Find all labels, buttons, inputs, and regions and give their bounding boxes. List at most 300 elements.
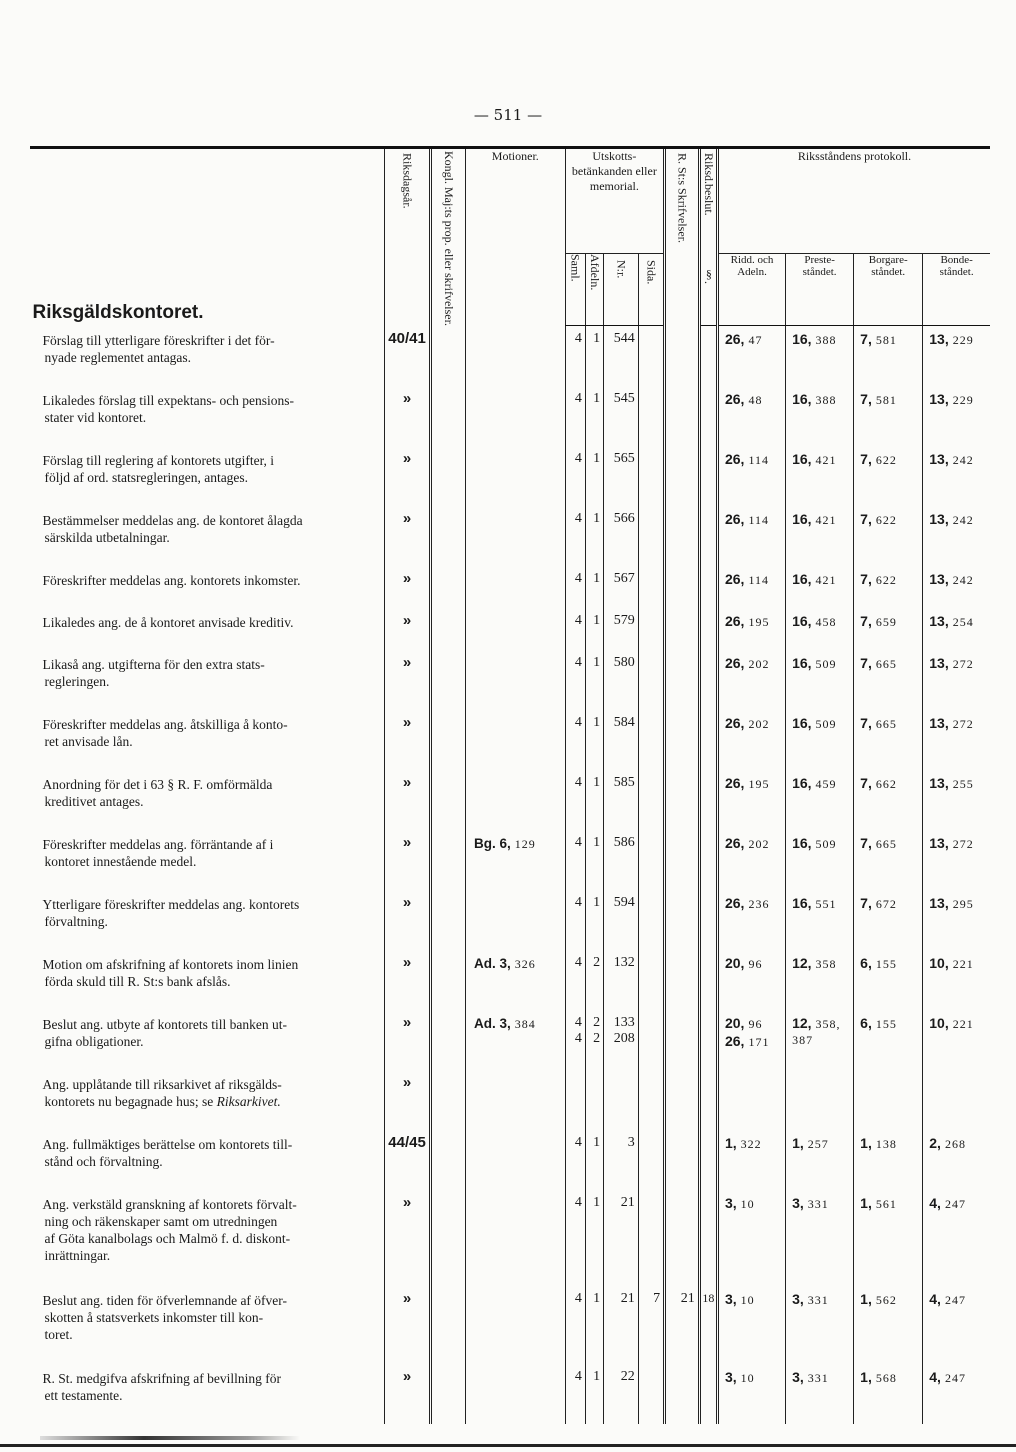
table-row [31,650,991,710]
entry-year [384,830,431,890]
entry-motion [465,1286,565,1364]
cell-afd: 1 [593,1290,601,1306]
cell-bond-v: 4, [929,1368,941,1385]
cell-ridd-v: 20, [724,954,745,971]
cell-saml: 4 [574,1368,582,1384]
cell-borg-v: 7, [860,714,872,731]
entry-afdeln [585,1286,603,1364]
entry-description [31,1010,385,1070]
cell-ridd-p2: 171 [748,1034,770,1049]
cell-prest-p: 509 [815,836,837,851]
entry-sida [638,950,664,1010]
cell-rst: 21 [680,1290,695,1306]
entry-saml [565,608,585,650]
entry-rst-nr [665,566,700,608]
prop-column-header: Kongl. Maj:ts prop. eller skrifvelser. [431,149,466,326]
bottom-rule [0,1444,1016,1447]
entry-sida [638,1070,664,1130]
table-body [31,326,991,1424]
cell-year: » [402,1013,412,1031]
rst-column-header: R. St:s Skrifvelser. [665,149,700,326]
entry-afdeln [585,950,603,1010]
cell-bond-v: 13, [929,510,949,527]
entry-preste [786,1070,854,1130]
entry-rst-nr [665,650,700,710]
cell-desc2: ning och räkenskaper samt om utredningen [44,1213,278,1229]
table-row [31,1010,991,1070]
cell-desc2: gifna obligationer. [44,1033,144,1049]
cell-bond-v: 13, [929,331,949,348]
table-row [31,1190,991,1286]
cell-year: » [402,893,412,911]
cell-prest-p: 388 [815,333,837,348]
entry-motion [465,566,565,608]
cell-mot-pg: 384 [514,1016,536,1031]
cell-bond-p: 247 [944,1196,966,1211]
entry-description [31,446,385,506]
entry-year [384,566,431,608]
register-table [30,146,990,1424]
cell-ridd-p: 114 [748,572,769,587]
cell-afd: 1 [593,331,601,347]
entry-prop [431,1010,466,1070]
entry-saml [565,890,585,950]
entry-saml [565,650,585,710]
entry-sida [638,1130,664,1190]
entry-borgare [854,1286,923,1364]
cell-afd: 1 [593,714,601,730]
entry-ridd [717,1070,785,1130]
cell-saml: 4 [574,1134,582,1150]
cell-saml: 4 [574,954,582,970]
entry-rst-nr [665,1286,700,1364]
cell-desc2: särskilda utbetalningar. [44,529,170,545]
entry-bonde [923,506,990,566]
cell-bond-p: 272 [952,716,974,731]
entry-rst-nr [665,710,700,770]
entry-saml [565,1364,585,1424]
entry-paragraf [699,950,717,1010]
cell-afd: 1 [593,834,601,850]
entry-rst-nr [665,608,700,650]
cell-prest-v: 1, [792,1134,804,1151]
utskott-column-header: Utskotts- betänkanden eller memorial. [565,149,665,253]
entry-year [384,1070,431,1130]
cell-nr: 544 [613,331,635,347]
entry-description [31,386,385,446]
entry-nr [604,710,639,770]
cell-saml: 4 [574,1290,582,1306]
entry-motion [465,830,565,890]
cell-borg-p: 665 [875,716,897,731]
cell-nr: 132 [613,954,635,970]
entry-paragraf [699,770,717,830]
entry-year [384,950,431,1010]
cell-desc1: Likaledes förslag till expektans- och pensions- [42,392,295,408]
cell-prest-v: 3, [792,1290,804,1307]
cell-prest-p: 458 [815,614,837,629]
entry-preste [786,566,854,608]
cell-prest-p: 388 [815,392,837,407]
cell-prest-v: 3, [792,1368,804,1385]
motioner-column-header: Motioner. [465,149,565,326]
cell-mot-vol: Ad. 3, [473,1015,511,1031]
entry-sida [638,446,664,506]
entry-ridd [717,386,785,446]
cell-bond-p: 272 [952,836,974,851]
entry-sida [638,506,664,566]
entry-motion [465,890,565,950]
entry-description [31,608,385,650]
cell-ridd-p: 202 [748,656,770,671]
cell-borg-p: 665 [875,836,897,851]
entry-ridd [717,1364,785,1424]
entry-saml [565,1010,585,1070]
entry-ridd [717,710,785,770]
cell-ridd-p: 10 [740,1196,755,1211]
entry-borgare [854,830,923,890]
nr-subheader: N:r. [604,253,639,326]
cell-borg-p: 155 [875,956,897,971]
entry-bonde [923,1364,990,1424]
cell-saml: 4 [574,450,582,466]
entry-borgare [854,770,923,830]
entry-rst-nr [665,1130,700,1190]
entry-borgare [854,1010,923,1070]
entry-sida [638,1364,664,1424]
entry-rst-nr [665,1010,700,1070]
cell-borg-v: 7, [860,654,872,671]
cell-desc2: ret anvisade lån. [44,733,133,749]
entry-nr [604,446,639,506]
entry-bonde [923,890,990,950]
entry-year [384,1010,431,1070]
cell-afd: 1 [593,1368,601,1384]
cell-bond-v: 13, [929,612,949,629]
entry-nr [604,770,639,830]
cell-prest-v: 16, [792,331,812,348]
cell-nr: 545 [613,390,635,406]
cell-mot-pg: 129 [514,836,536,851]
cell-borg-p: 561 [875,1196,897,1211]
cell-bond-v: 4, [929,1290,941,1307]
entry-bonde [923,1070,990,1130]
entry-nr [604,1190,639,1286]
cell-prest-p: 421 [815,572,837,587]
cell-ridd-p: 195 [748,614,770,629]
entry-preste [786,650,854,710]
cell-desc3: af Göta kanalbolags och Malmö f. d. diskont- [44,1230,291,1246]
cell-saml: 4 [574,654,582,670]
entry-description [31,1286,385,1364]
cell-afd: 1 [593,894,601,910]
entry-bonde [923,1010,990,1070]
entry-ridd [717,1190,785,1286]
cell-desc1: R. St. medgifva afskrifning af bevillning för [42,1370,281,1386]
cell-prest-v: 16, [792,612,812,629]
entry-year [384,890,431,950]
entry-bonde [923,1286,990,1364]
cell-saml2: 4 [574,1030,582,1046]
entry-preste [786,710,854,770]
entry-motion [465,506,565,566]
entry-ridd [717,506,785,566]
entry-prop [431,830,466,890]
cell-afd: 1 [593,654,601,670]
bonde-subheader: Bonde- ståndet. [923,253,990,326]
cell-borg-v: 7, [860,834,872,851]
entry-borgare [854,446,923,506]
entry-nr [604,1130,639,1190]
cell-borg-v: 7, [860,774,872,791]
entry-nr [604,1286,639,1364]
entry-paragraf [699,1010,717,1070]
entry-saml [565,386,585,446]
entry-rst-nr [665,386,700,446]
table-row [31,1364,991,1424]
cell-borg-v: 1, [860,1368,872,1385]
entry-prop [431,446,466,506]
cell-borg-p: 662 [875,776,897,791]
entry-afdeln [585,506,603,566]
cell-prest-p: 459 [815,776,837,791]
cell-desc2: skotten å statsverkets inkomster till kon- [44,1309,264,1325]
entry-prop [431,710,466,770]
cell-year: 40/41 [388,329,426,347]
cell-ridd-v: 26, [724,774,745,791]
cell-borg-v: 7, [860,390,872,407]
beslut-column-header: Riksd.beslut. [699,149,717,253]
page-number: — 511 — [473,106,543,124]
entry-saml [565,326,585,386]
cell-ridd-v: 26, [724,450,745,467]
cell-desc1: Motion om afskrifning af kontorets inom linien [42,956,299,972]
cell-ridd-v: 3, [724,1368,737,1385]
entry-year [384,506,431,566]
entry-prop [431,650,466,710]
entry-motion [465,386,565,446]
cell-bond-p: 242 [952,512,974,527]
entry-afdeln [585,770,603,830]
cell-prest-p: 509 [815,656,837,671]
cell-desc1: Beslut ang. tiden för öfverlemnande af öfver- [42,1292,288,1308]
entry-sida [638,710,664,770]
borgare-subheader: Borgare- ståndet. [854,253,923,326]
cell-borg-v: 6, [860,1014,872,1031]
cell-bond-p: 255 [952,776,974,791]
entry-preste [786,770,854,830]
cell-saml: 4 [574,390,582,406]
entry-borgare [854,1190,923,1286]
cell-mot-pg: 326 [514,956,536,971]
entry-prop [431,770,466,830]
cell-ridd-v: 3, [724,1194,737,1211]
cell-bond-p: 268 [944,1136,966,1151]
entry-rst-nr [665,770,700,830]
cell-nr: 566 [613,510,635,526]
entry-paragraf [699,1286,717,1364]
cell-prest-v: 16, [792,894,812,911]
cell-desc1: Ytterligare föreskrifter meddelas ang. kontorets [42,896,300,912]
entry-sida [638,1190,664,1286]
entry-nr [604,608,639,650]
entry-rst-nr [665,830,700,890]
cell-desc2: kontoret innestående medel. [44,853,197,869]
cell-year: » [402,953,412,971]
cell-prest-v: 12, [792,954,812,971]
cell-afd: 1 [593,1134,601,1150]
cell-ridd-p: 236 [748,896,770,911]
entry-description [31,566,385,608]
entry-bonde [923,386,990,446]
cell-borg-v: 7, [860,570,872,587]
entry-preste [786,446,854,506]
cell-ridd-v: 26, [724,570,745,587]
entry-ridd [717,608,785,650]
cell-mot-vol: Bg. 6, [473,835,511,851]
cell-prest-p: 331 [807,1370,829,1385]
entry-sida [638,608,664,650]
afdeln-subheader: Afdeln. [585,253,603,326]
cell-desc2: förda skuld till R. St:s bank afslås. [44,973,231,989]
entry-motion [465,710,565,770]
cell-desc1: Ang. verkstäld granskning af kontorets förvalt- [42,1196,297,1212]
entry-borgare [854,566,923,608]
entry-paragraf [699,1190,717,1286]
entry-saml [565,446,585,506]
cell-ridd-v: 26, [724,612,745,629]
entry-afdeln [585,566,603,608]
entry-borgare [854,1130,923,1190]
cell-prest-p: 551 [815,896,837,911]
cell-desc2: ett testamente. [44,1387,123,1403]
entry-paragraf [699,710,717,770]
cell-prest-p: 331 [807,1292,829,1307]
cell-bond-v: 10, [929,1014,949,1031]
cell-bond-p: 247 [944,1292,966,1307]
entry-nr [604,1070,639,1130]
cell-prest-v: 16, [792,510,812,527]
cell-desc1: Föreskrifter meddelas ang. kontorets inkomster. [42,572,301,588]
entry-borgare [854,386,923,446]
entry-description [31,650,385,710]
entry-saml [565,1190,585,1286]
entry-prop [431,950,466,1010]
entry-ridd [717,950,785,1010]
entry-bonde [923,608,990,650]
entry-year [384,710,431,770]
entry-afdeln [585,710,603,770]
entry-afdeln [585,1130,603,1190]
cell-prest-p: 421 [815,512,837,527]
entry-description [31,1070,385,1130]
cell-ridd-v: 26, [724,714,745,731]
entry-afdeln [585,1190,603,1286]
entry-year [384,608,431,650]
cell-ridd-v: 26, [724,510,745,527]
cell-bond-p: 221 [952,956,974,971]
entry-prop [431,506,466,566]
cell-borg-v: 1, [860,1134,872,1151]
paragraf-subheader: §. [699,253,717,326]
cell-year: » [402,389,412,407]
entry-bonde [923,1130,990,1190]
cell-bond-v: 13, [929,390,949,407]
cell-ridd-v: 3, [724,1290,737,1307]
entry-description [31,710,385,770]
entry-description [31,770,385,830]
entry-year [384,1130,431,1190]
cell-year: » [402,713,412,731]
protokoll-column-header: Riksståndens protokoll. [717,149,990,253]
cell-ridd-p: 114 [748,512,769,527]
cell-par: 18 [702,1290,715,1305]
year-column-header: Riksdagsår. [384,149,431,326]
entry-paragraf [699,1130,717,1190]
table-row [31,710,991,770]
cell-borg-v: 1, [860,1194,872,1211]
entry-borgare [854,506,923,566]
entry-paragraf [699,386,717,446]
entry-motion [465,608,565,650]
entry-ridd [717,830,785,890]
entry-borgare [854,710,923,770]
cell-desc1: Förslag till reglering af kontorets utgifter, i [42,452,275,468]
entry-sida [638,386,664,446]
cell-year: » [402,509,412,527]
cell-ridd-v: 26, [724,390,745,407]
cell-afd: 1 [593,570,601,586]
entry-year [384,1364,431,1424]
entry-paragraf [699,506,717,566]
cell-desc2: regleringen. [44,673,110,689]
entry-rst-nr [665,506,700,566]
entry-preste [786,1286,854,1364]
cell-year: » [402,1193,412,1211]
cell-borg-p: 138 [875,1136,897,1151]
cell-ridd-p: 114 [748,452,769,467]
cell-ridd-v: 1, [724,1134,737,1151]
entry-sida [638,326,664,386]
cell-afd: 2 [593,954,601,970]
entry-nr [604,566,639,608]
cell-prest-v: 12, [792,1014,812,1031]
cell-saml: 4 [574,894,582,910]
cell-nr: 585 [613,774,635,790]
cell-borg-v: 7, [860,331,872,348]
cell-desc1: Bestämmelser meddelas ang. de kontoret ålagda [42,512,303,528]
entry-preste [786,830,854,890]
entry-description [31,1364,385,1424]
cell-bond-p: 254 [952,614,974,629]
cell-afd: 1 [593,390,601,406]
entry-motion [465,770,565,830]
cell-borg-p: 672 [875,896,897,911]
entry-ridd [717,890,785,950]
entry-prop [431,1190,466,1286]
entry-saml [565,950,585,1010]
entry-nr [604,386,639,446]
entry-year [384,1190,431,1286]
cell-desc1: Förslag till ytterligare föreskrifter i det för- [42,332,275,348]
entry-borgare [854,950,923,1010]
entry-afdeln [585,830,603,890]
entry-rst-nr [665,890,700,950]
cell-afd: 1 [593,1194,601,1210]
table-row [31,890,991,950]
entry-sida [638,770,664,830]
table-row [31,446,991,506]
